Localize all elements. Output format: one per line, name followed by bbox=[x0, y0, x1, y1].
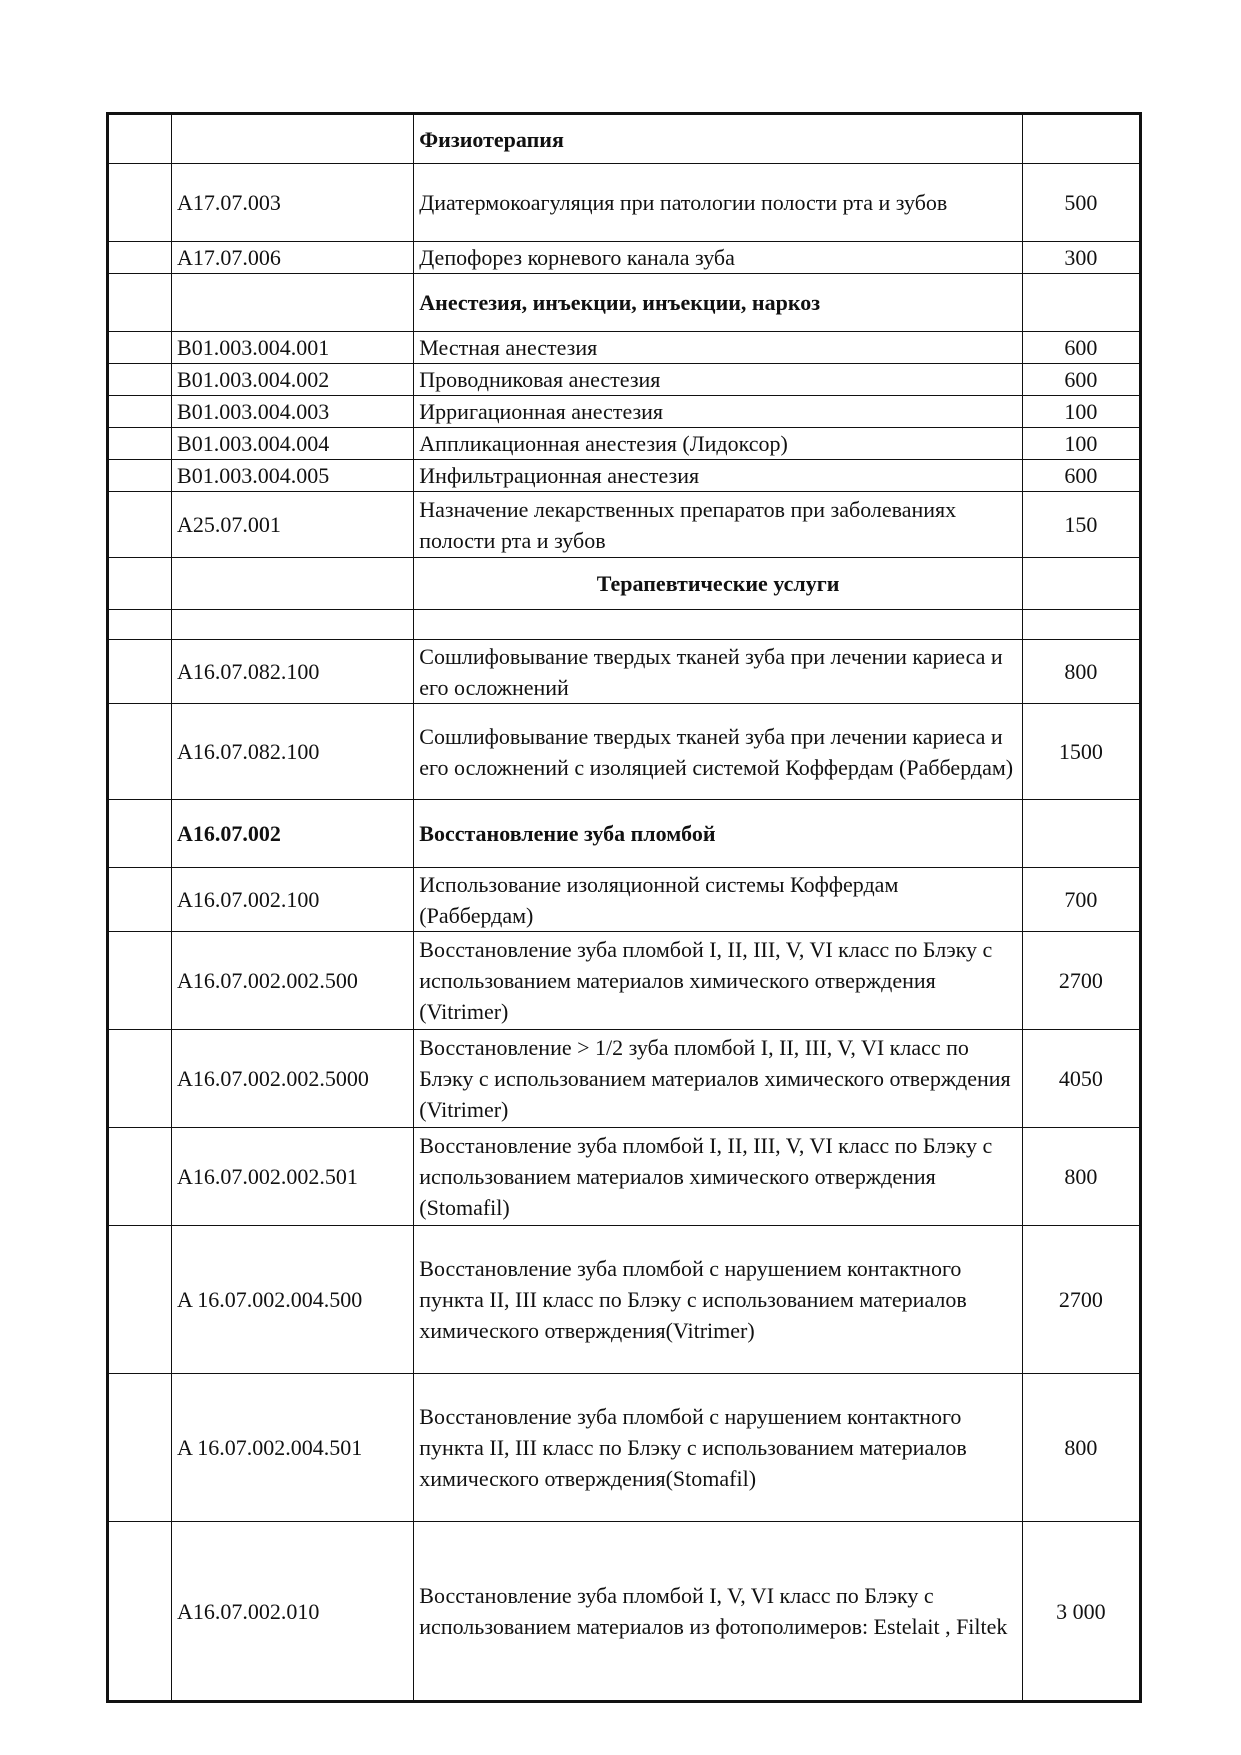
service-price: 600 bbox=[1022, 332, 1140, 364]
service-code: A17.07.003 bbox=[172, 164, 414, 242]
service-code: A 16.07.002.004.500 bbox=[172, 1226, 414, 1374]
service-price: 1500 bbox=[1022, 704, 1140, 800]
service-price: 100 bbox=[1022, 428, 1140, 460]
row-number bbox=[108, 460, 172, 492]
table-row bbox=[108, 332, 1141, 364]
service-name: Ирригационная анестезия bbox=[414, 396, 1023, 428]
service-name: Восстановление > 1/2 зуба пломбой I, II, III, V, VI класс по Блэку с использованием материалов химического отверждения (Vitrimer) bbox=[414, 1030, 1023, 1128]
row-number bbox=[108, 640, 172, 704]
service-name: Сошлифовывание твердых тканей зуба при лечении кариеса и его осложнений bbox=[414, 640, 1023, 704]
table-row bbox=[108, 242, 1141, 274]
service-code: A16.07.002.002.5000 bbox=[172, 1030, 414, 1128]
service-code bbox=[172, 274, 414, 332]
row-number bbox=[108, 164, 172, 242]
row-number bbox=[108, 114, 172, 164]
service-code: A16.07.002.100 bbox=[172, 868, 414, 932]
row-number bbox=[108, 492, 172, 558]
service-name: Восстановление зуба пломбой с нарушением контактного пункта II, III класс по Блэку с использованием материалов химического отверждения(Vitrimer) bbox=[414, 1226, 1023, 1374]
price-list-table bbox=[106, 112, 1142, 1703]
section-row-anesthesia bbox=[108, 274, 1141, 332]
service-code bbox=[172, 558, 414, 610]
service-price: 2700 bbox=[1022, 932, 1140, 1030]
table-row bbox=[108, 1522, 1141, 1702]
service-code: B01.003.004.002 bbox=[172, 364, 414, 396]
service-name: Восстановление зуба пломбой I, V, VI класс по Блэку с использованием материалов из фотополимеров: Estelait , Filtek bbox=[414, 1522, 1023, 1702]
service-price: 2700 bbox=[1022, 1226, 1140, 1374]
table-row bbox=[108, 492, 1141, 558]
service-price: 600 bbox=[1022, 460, 1140, 492]
service-price: 800 bbox=[1022, 1128, 1140, 1226]
table-row bbox=[108, 364, 1141, 396]
service-price: 700 bbox=[1022, 868, 1140, 932]
section-title: Физиотерапия bbox=[414, 114, 1023, 164]
service-code: A16.07.082.100 bbox=[172, 704, 414, 800]
service-name: Депофорез корневого канала зуба bbox=[414, 242, 1023, 274]
section-title: Восстановление зуба пломбой bbox=[414, 800, 1023, 868]
row-number bbox=[108, 364, 172, 396]
service-price: 500 bbox=[1022, 164, 1140, 242]
table-row bbox=[108, 460, 1141, 492]
row-number bbox=[108, 800, 172, 868]
table-row bbox=[108, 1128, 1141, 1226]
service-price bbox=[1022, 610, 1140, 640]
table-row bbox=[108, 932, 1141, 1030]
service-price: 600 bbox=[1022, 364, 1140, 396]
service-code: A16.07.002.010 bbox=[172, 1522, 414, 1702]
service-code: A16.07.002 bbox=[172, 800, 414, 868]
table-row bbox=[108, 428, 1141, 460]
service-code: A25.07.001 bbox=[172, 492, 414, 558]
category-heading: Терапевтические услуги bbox=[414, 558, 1023, 610]
row-number bbox=[108, 558, 172, 610]
service-name: Проводниковая анестезия bbox=[414, 364, 1023, 396]
row-number bbox=[108, 242, 172, 274]
service-code: A16.07.082.100 bbox=[172, 640, 414, 704]
row-number bbox=[108, 274, 172, 332]
service-code: A 16.07.002.004.501 bbox=[172, 1374, 414, 1522]
service-code bbox=[172, 610, 414, 640]
row-number bbox=[108, 1374, 172, 1522]
service-code: A16.07.002.002.501 bbox=[172, 1128, 414, 1226]
service-price: 800 bbox=[1022, 640, 1140, 704]
table-row bbox=[108, 1226, 1141, 1374]
row-number bbox=[108, 610, 172, 640]
row-number bbox=[108, 1128, 172, 1226]
service-name: Восстановление зуба пломбой I, II, III, V, VI класс по Блэку с использованием материалов химического отверждения (Vitrimer) bbox=[414, 932, 1023, 1030]
section-row-restoration bbox=[108, 800, 1141, 868]
section-row-physiotherapy bbox=[108, 114, 1141, 164]
table-row bbox=[108, 868, 1141, 932]
service-code: B01.003.004.003 bbox=[172, 396, 414, 428]
service-code: A16.07.002.002.500 bbox=[172, 932, 414, 1030]
service-name: Диатермокоагуляция при патологии полости рта и зубов bbox=[414, 164, 1023, 242]
row-number bbox=[108, 428, 172, 460]
row-number bbox=[108, 1226, 172, 1374]
service-name: Назначение лекарственных препаратов при заболеваниях полости рта и зубов bbox=[414, 492, 1023, 558]
service-name: Восстановление зуба пломбой I, II, III, V, VI класс по Блэку с использованием материалов химического отверждения (Stomafil) bbox=[414, 1128, 1023, 1226]
service-name bbox=[414, 610, 1023, 640]
service-name: Использование изоляционной системы Коффердам (Раббердам) bbox=[414, 868, 1023, 932]
service-price bbox=[1022, 114, 1140, 164]
row-number bbox=[108, 1030, 172, 1128]
row-number bbox=[108, 704, 172, 800]
service-code bbox=[172, 114, 414, 164]
service-price bbox=[1022, 558, 1140, 610]
service-name: Инфильтрационная анестезия bbox=[414, 460, 1023, 492]
service-name: Восстановление зуба пломбой с нарушением контактного пункта II, III класс по Блэку с использованием материалов химического отверждения(Stomafil) bbox=[414, 1374, 1023, 1522]
table-row bbox=[108, 1374, 1141, 1522]
table-row bbox=[108, 640, 1141, 704]
service-code: B01.003.004.001 bbox=[172, 332, 414, 364]
service-name: Аппликационная анестезия (Лидоксор) bbox=[414, 428, 1023, 460]
table-row bbox=[108, 1030, 1141, 1128]
table-row bbox=[108, 396, 1141, 428]
blank-row bbox=[108, 610, 1141, 640]
service-code: B01.003.004.005 bbox=[172, 460, 414, 492]
service-price: 4050 bbox=[1022, 1030, 1140, 1128]
service-price: 3 000 bbox=[1022, 1522, 1140, 1702]
row-number bbox=[108, 332, 172, 364]
service-price: 800 bbox=[1022, 1374, 1140, 1522]
service-price: 100 bbox=[1022, 396, 1140, 428]
service-code: A17.07.006 bbox=[172, 242, 414, 274]
service-name: Сошлифовывание твердых тканей зуба при лечении кариеса и его осложнений с изоляцией системой Коффердам (Раббердам) bbox=[414, 704, 1023, 800]
section-title: Анестезия, инъекции, инъекции, наркоз bbox=[414, 274, 1023, 332]
price-list-body bbox=[108, 114, 1141, 1702]
row-number bbox=[108, 868, 172, 932]
service-price: 150 bbox=[1022, 492, 1140, 558]
table-row bbox=[108, 704, 1141, 800]
row-number bbox=[108, 932, 172, 1030]
heading-row-therapeutic bbox=[108, 558, 1141, 610]
row-number bbox=[108, 1522, 172, 1702]
service-name: Местная анестезия bbox=[414, 332, 1023, 364]
service-price: 300 bbox=[1022, 242, 1140, 274]
service-code: B01.003.004.004 bbox=[172, 428, 414, 460]
service-price bbox=[1022, 274, 1140, 332]
service-price bbox=[1022, 800, 1140, 868]
row-number bbox=[108, 396, 172, 428]
table-row bbox=[108, 164, 1141, 242]
